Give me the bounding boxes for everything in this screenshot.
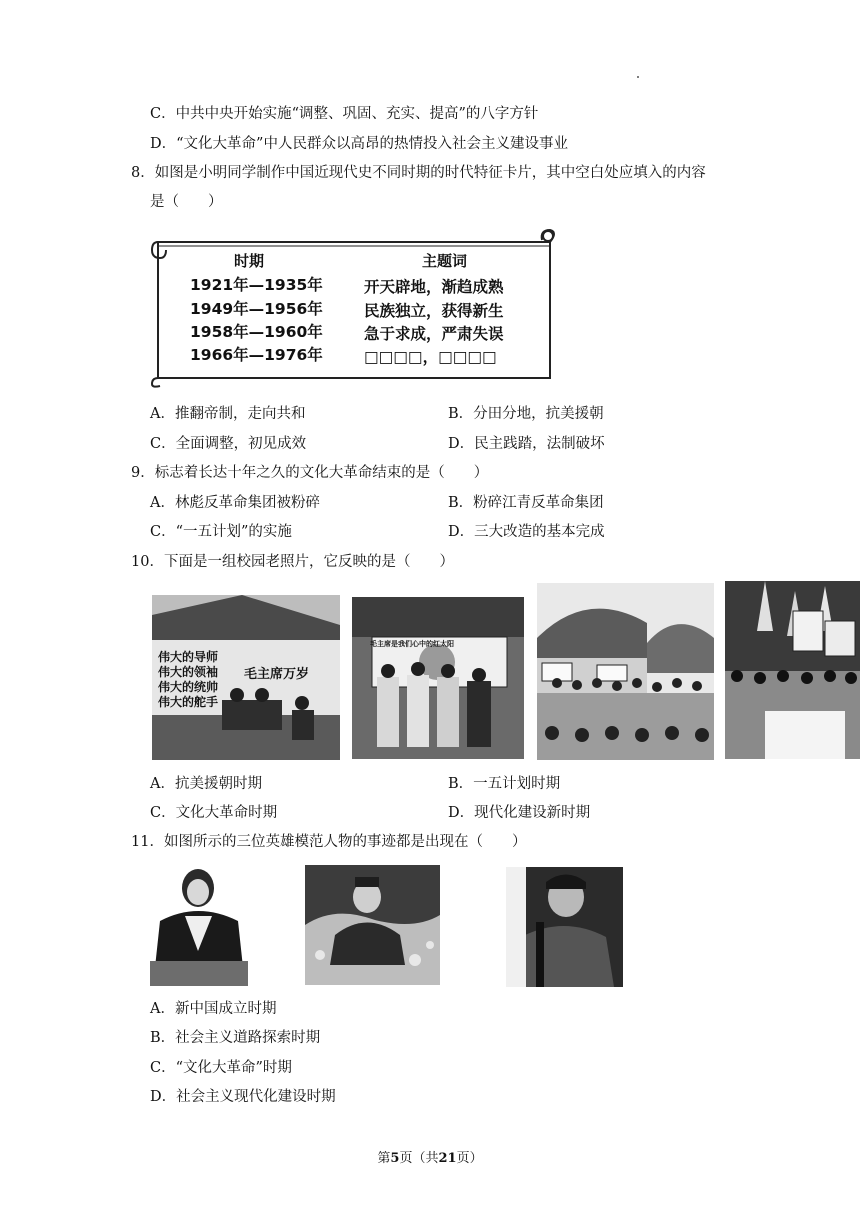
slogan-text: 毛主席万岁 bbox=[244, 667, 310, 682]
slogan-text: 伟大的导师 bbox=[158, 650, 219, 664]
q10-stem: 10．下面是一组校园老照片，它反映的是（ ） bbox=[131, 554, 454, 570]
q8-option-c: C．全面调整，初见成效 bbox=[150, 436, 307, 452]
card-row-theme: □□□□，□□□□ bbox=[364, 348, 497, 366]
q8-option-a: A．推翻帝制，走向共和 bbox=[150, 406, 306, 422]
q9-option-b: B．粉碎江青反革命集团 bbox=[448, 495, 604, 511]
card-row-period: 1921年—1935年 bbox=[190, 276, 323, 294]
q11-option-a: A．新中国成立时期 bbox=[150, 1001, 277, 1017]
q10-option-d: D．现代化建设新时期 bbox=[448, 805, 591, 821]
page-footer bbox=[0, 1147, 860, 1166]
slogan-text: 伟大的统帅 bbox=[158, 680, 219, 694]
hero-portrait-1 bbox=[150, 866, 248, 986]
total-pages: 21 bbox=[438, 1151, 457, 1166]
q7-option-c: C．中共中央开始实施“调整、巩固、充实、提高”的八字方针 bbox=[150, 106, 539, 122]
card-row-theme: 开天辟地，渐趋成熟 bbox=[364, 278, 504, 296]
q9-stem: 9．标志着长达十年之久的文化大革命结束的是（ ） bbox=[131, 465, 489, 481]
card-header-period: 时期 bbox=[234, 252, 265, 270]
page-number: 5 bbox=[390, 1151, 400, 1166]
card-header-theme: 主题词 bbox=[422, 252, 468, 270]
banner-text: 毛主席是我们心中的红太阳 bbox=[370, 640, 454, 648]
footer-prefix: 第 bbox=[377, 1151, 391, 1166]
era-theme-card bbox=[150, 228, 560, 388]
q9-option-d: D．三大改造的基本完成 bbox=[448, 524, 605, 540]
card-row-theme: 急于求成，严肃失误 bbox=[364, 325, 504, 343]
q8-stem: 8．如图是小明同学制作中国近现代史不同时期的时代特征卡片，其中空白处应填入的内容 bbox=[131, 165, 706, 181]
campus-photo-gathering bbox=[537, 583, 714, 760]
stray-dot bbox=[637, 76, 639, 78]
q11-option-d: D．社会主义现代化建设时期 bbox=[150, 1089, 336, 1105]
q8-option-b: B．分田分地，抗美援朝 bbox=[448, 406, 604, 422]
footer-suffix: 页） bbox=[456, 1151, 483, 1166]
footer-middle: 页（共 bbox=[399, 1151, 439, 1166]
card-row-theme: 民族独立，获得新生 bbox=[364, 302, 504, 320]
q8-stem-cont: 是（ ） bbox=[150, 194, 223, 210]
campus-photo-dance bbox=[352, 597, 524, 759]
hero-portrait-2 bbox=[305, 865, 440, 985]
campus-photo-parade bbox=[725, 581, 860, 759]
q10-option-b: B．一五计划时期 bbox=[448, 776, 561, 792]
slogan-text: 伟大的舵手 bbox=[158, 695, 219, 709]
hero-portrait-3 bbox=[506, 867, 623, 987]
q9-option-a: A．林彪反革命集团被粉碎 bbox=[150, 495, 320, 511]
q10-option-a: A．抗美援朝时期 bbox=[150, 776, 262, 792]
q11-option-b: B．社会主义道路探索时期 bbox=[150, 1030, 321, 1046]
card-row-period: 1966年—1976年 bbox=[190, 346, 323, 364]
q11-stem: 11．如图所示的三位英雄模范人物的事迹都是出现在（ ） bbox=[131, 834, 527, 850]
q10-option-c: C．文化大革命时期 bbox=[150, 805, 278, 821]
q8-option-d: D．民主践踏，法制破坏 bbox=[448, 436, 605, 452]
q7-option-d: D．“文化大革命”中人民群众以高昂的热情投入社会主义建设事业 bbox=[150, 136, 568, 152]
card-row-period: 1958年—1960年 bbox=[190, 323, 323, 341]
campus-photo-slogan-wall bbox=[152, 595, 340, 760]
q9-option-c: C．“一五计划”的实施 bbox=[150, 524, 292, 540]
card-row-period: 1949年—1956年 bbox=[190, 300, 323, 318]
slogan-text: 伟大的领袖 bbox=[158, 665, 219, 679]
q11-option-c: C．“文化大革命”时期 bbox=[150, 1060, 292, 1076]
